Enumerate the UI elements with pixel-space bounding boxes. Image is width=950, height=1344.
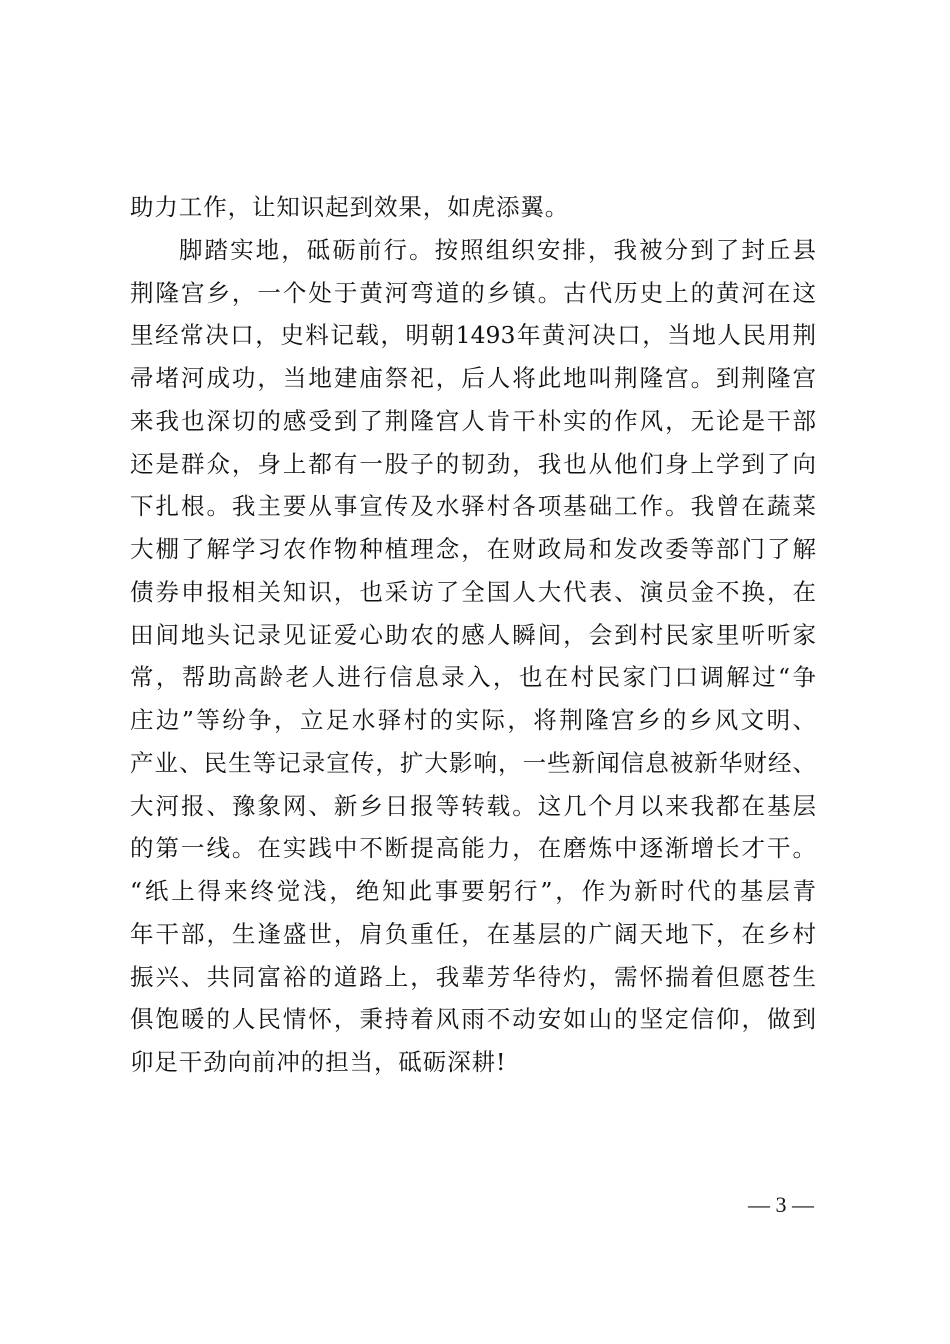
text-line: 债券申报相关知识，也采访了全国人大代表、演员金不换，在 bbox=[130, 577, 816, 606]
text-line: 还是群众，身上都有一股子的韧劲，我也从他们身上学到了向 bbox=[130, 449, 816, 478]
text-line: “纸上得来终觉浅，绝知此事要躬行”，作为新时代的基层青 bbox=[130, 877, 816, 905]
text-line: 大棚了解学习农作物种植理念，在财政局和发改委等部门了解 bbox=[130, 535, 816, 563]
text-line: 振兴、共同富裕的道路上，我辈芳华待灼，需怀揣着但愿苍生 bbox=[130, 962, 816, 991]
text-line: 帚堵河成功，当地建庙祭祀，后人将此地叫荆隆宫。到荆隆宫 bbox=[130, 364, 816, 392]
text-line: 大河报、豫象网、新乡日报等转载。这几个月以来我都在基层 bbox=[130, 791, 816, 820]
text-line: 俱饱暖的人民情怀，秉持着风雨不动安如山的坚定信仰，做到 bbox=[130, 1005, 816, 1034]
text-line: 脚踏实地，砥砺前行。按照组织安排，我被分到了封丘县 bbox=[179, 235, 816, 264]
text-line: 里经常决口，史料记载，明朝1493年黄河决口，当地人民用荆 bbox=[130, 321, 816, 350]
text-line: 常，帮助高龄老人进行信息录入，也在村民家门口调解过“争 bbox=[130, 663, 816, 692]
text-line: 庄边”等纷争，立足水驿村的实际，将荆隆宫乡的乡风文明、 bbox=[130, 706, 816, 734]
text-line: 荆隆宫乡，一个处于黄河弯道的乡镇。古代历史上的黄河在这 bbox=[130, 278, 816, 307]
text-line: 下扎根。我主要从事宣传及水驿村各项基础工作。我曾在蔬菜 bbox=[130, 492, 816, 521]
document-body bbox=[130, 186, 816, 1084]
text-line: 来我也深切的感受到了荆隆宫人肯干朴实的作风，无论是干部 bbox=[130, 406, 816, 435]
text-line: 卯足干劲向前冲的担当，砥砺深耕! bbox=[130, 1048, 507, 1076]
text-line: 产业、民生等记录宣传，扩大影响，一些新闻信息被新华财经、 bbox=[130, 748, 816, 777]
text-line: 田间地头记录见证爱心助农的感人瞬间，会到村民家里听听家 bbox=[130, 620, 816, 649]
text-line: 年干部，生逢盛世，肩负重任，在基层的广阔天地下，在乡村 bbox=[130, 919, 816, 948]
text-line: 助力工作，让知识起到效果，如虎添翼。 bbox=[130, 193, 570, 221]
page-number: — 3 — bbox=[748, 1192, 814, 1217]
text-line: 的第一线。在实践中不断提高能力，在磨炼中逐渐增长才干。 bbox=[130, 834, 816, 863]
